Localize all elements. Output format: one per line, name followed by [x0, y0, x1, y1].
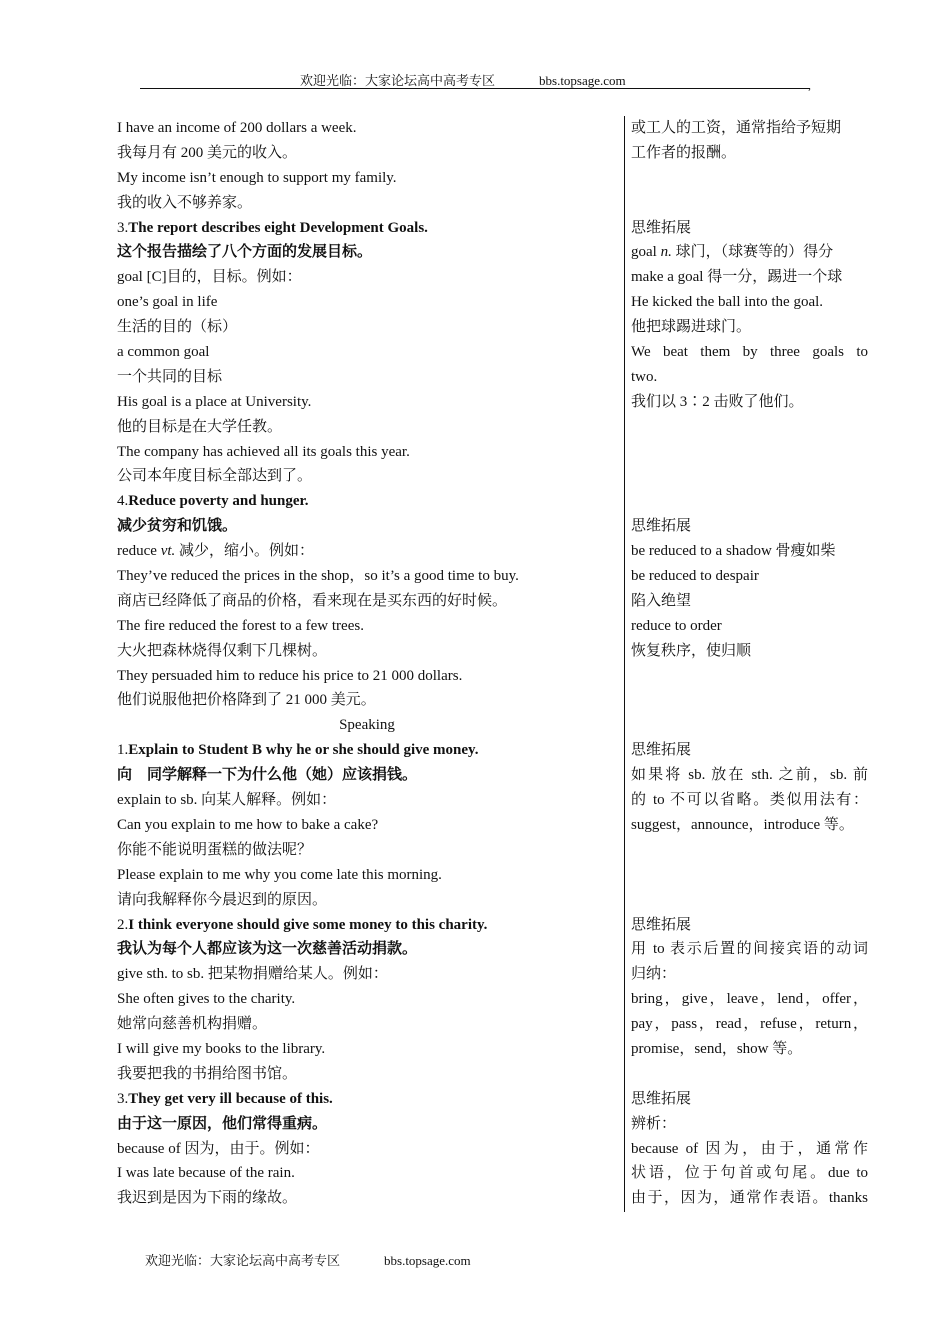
note-line: make a goal 得一分，踢进一个球: [631, 269, 843, 286]
text-line: 我迟到是因为下雨的缘故。: [117, 1190, 298, 1207]
note-line: We beat them by three goals to: [631, 344, 868, 361]
note-line: 状语，位于句首或句尾。due to: [631, 1165, 868, 1182]
text-line: reduce vt. 减少，缩小。例如：: [117, 543, 315, 560]
note-line: bring，give，leave，lend，offer，: [631, 991, 868, 1008]
text-line: I will give my books to the library.: [117, 1040, 326, 1057]
note-line: 恢复秩序，使归顺: [631, 642, 752, 659]
text-line: 你能不能说明蛋糕的做法呢？: [117, 841, 313, 858]
note-line: He kicked the ball into the goal.: [631, 294, 824, 311]
text-line: one’s goal in life: [117, 294, 218, 311]
text-line: 我要把我的书捐给图书馆。: [117, 1065, 298, 1082]
notes-column: [631, 116, 868, 1211]
header-rule: [140, 88, 810, 89]
text-line: 我的收入不够养家。: [117, 194, 253, 211]
text-line: I have an income of 200 dollars a week.: [117, 120, 357, 136]
note-line: be reduced to despair: [631, 568, 759, 585]
text-line: explain to sb. 向某人解释。例如：: [117, 792, 337, 809]
main-column: [117, 116, 617, 1211]
note-line: 的 to 不可以省略。类似用法有：: [631, 792, 868, 809]
note-line: promise，send，show 等。: [631, 1040, 803, 1057]
text-line: 他们说服他把价格降到了 21 000 美元。: [117, 692, 376, 709]
text-line: I was late because of the rain.: [117, 1165, 295, 1182]
text-line: They persuaded him to reduce his price to 21 000 dollars.: [117, 667, 463, 684]
text-line: give sth. to sb. 把某物捐赠给某人。例如：: [117, 966, 388, 983]
text-line: 她常向慈善机构捐赠。: [117, 1016, 268, 1033]
text-line: She often gives to the charity.: [117, 991, 296, 1008]
point-heading: 3.The report describes eight Development Goals.: [117, 219, 428, 236]
text-line: 由于这一原因，他们常得重病。: [117, 1115, 328, 1132]
text-line: 我认为每个人都应该为这一次慈善活动捐款。: [117, 941, 418, 958]
note-line: 陷入绝望: [631, 592, 692, 609]
text-line: 一个共同的目标: [117, 368, 223, 385]
note-line: 或工人的工资，通常指给予短期: [631, 120, 842, 136]
note-line: pay，pass，read，refuse，return，: [631, 1016, 868, 1033]
text-line: Can you explain to me how to bake a cake?: [117, 816, 379, 833]
text-line: because of 因为，由于。例如：: [117, 1140, 320, 1157]
text-line: 向 同学解释一下为什么他（她）应该捐钱。: [117, 767, 418, 784]
text-line: The company has achieved all its goals this year.: [117, 443, 410, 460]
text-line: 减少贫穷和饥饿。: [117, 518, 238, 535]
text-line: The fire reduced the forest to a few trees.: [117, 617, 364, 634]
text-line: His goal is a place at University.: [117, 393, 312, 410]
header-site: 欢迎光临：大家论坛高中高考专区: [300, 73, 496, 88]
note-line: be reduced to a shadow 骨瘦如柴: [631, 543, 836, 560]
note-heading: 思维拓展: [631, 219, 692, 236]
text-line: 这个报告描绘了八个方面的发展目标。: [117, 244, 373, 261]
section-title: Speaking: [339, 717, 395, 734]
note-line: reduce to order: [631, 617, 722, 634]
note-line: 我们以 3∶2 击败了他们。: [631, 393, 804, 410]
text-line: 我每月有 200 美元的收入。: [117, 144, 298, 161]
note-line: 他把球踢进球门。: [631, 319, 752, 336]
note-line: 工作者的报酬。: [631, 144, 737, 161]
text-line: 生活的目的（标）: [117, 319, 238, 336]
text-line: Please explain to me why you come late this morning.: [117, 866, 442, 883]
text-line: 大火把森林烧得仅剩下几棵树。: [117, 642, 328, 659]
text-line: 商店已经降低了商品的价格，看来现在是买东西的好时候。: [117, 592, 508, 609]
text-line: a common goal: [117, 344, 210, 361]
footer-site: 欢迎光临：大家论坛高中高考专区: [145, 1253, 341, 1268]
footer-url[interactable]: bbs.topsage.com: [384, 1253, 471, 1268]
text-line: goal [C]目的，目标。例如：: [117, 269, 302, 286]
note-line: 由于，因为，通常作表语。thanks: [631, 1190, 868, 1207]
text-line: 公司本年度目标全部达到了。: [117, 468, 313, 485]
header-url[interactable]: bbs.topsage.com: [539, 73, 626, 88]
text-line: 请向我解释你今晨迟到的原因。: [117, 891, 328, 908]
text-line: My income isn’t enough to support my family.: [117, 169, 397, 186]
note-line: goal n. 球门，（球赛等的）得分: [631, 244, 834, 261]
note-line: two.: [631, 368, 658, 385]
point-heading: 3.They get very ill because of this.: [117, 1090, 333, 1107]
note-heading: 思维拓展: [631, 518, 692, 535]
note-line: suggest，announce，introduce 等。: [631, 816, 854, 833]
page-header: [300, 70, 626, 89]
page-footer: [145, 1250, 471, 1269]
header-trailing: ,: [808, 78, 811, 92]
note-heading: 思维拓展: [631, 742, 692, 759]
point-heading: 1.Explain to Student B why he or she should give money.: [117, 742, 479, 759]
note-line: 用 to 表示后置的间接宾语的动词: [631, 941, 868, 958]
note-line: 如果将 sb. 放在 sth. 之前，sb. 前: [631, 767, 868, 784]
note-line: because of 因为，由于，通常作: [631, 1140, 868, 1157]
note-line: 归纳：: [631, 966, 677, 983]
note-heading: 思维拓展: [631, 916, 692, 933]
column-divider: [624, 116, 625, 1212]
note-line: 辨析：: [631, 1115, 677, 1132]
text-line: 他的目标是在大学任教。: [117, 418, 283, 435]
note-heading: 思维拓展: [631, 1090, 692, 1107]
text-line: They’ve reduced the prices in the shop，so it’s a good time to buy.: [117, 568, 519, 585]
point-heading: 2.I think everyone should give some money to this charity.: [117, 916, 488, 933]
point-heading: 4.Reduce poverty and hunger.: [117, 493, 309, 510]
